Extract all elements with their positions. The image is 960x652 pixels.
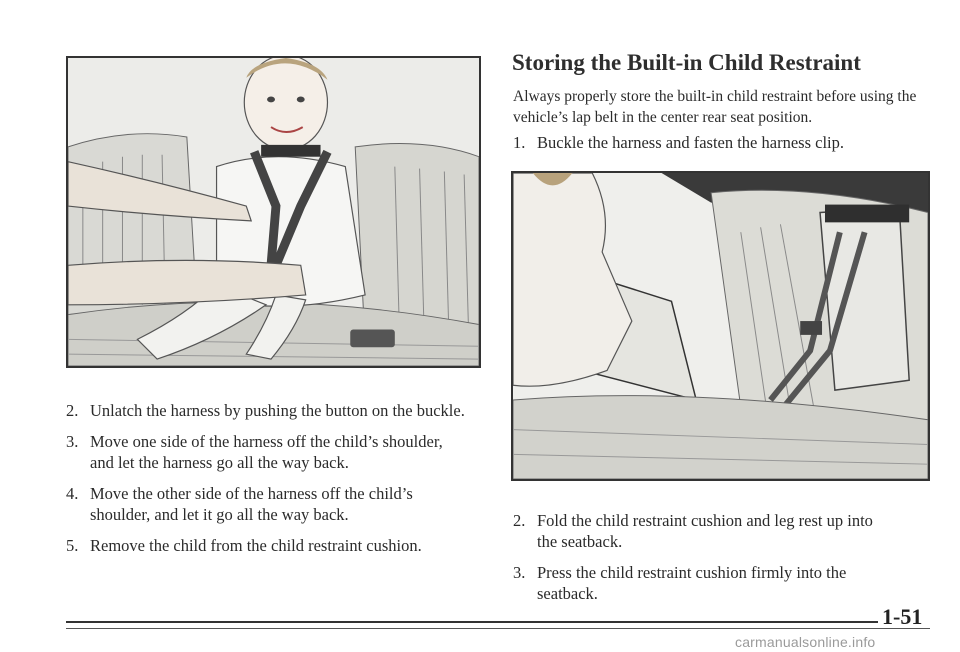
section-title: Storing the Built-in Child Restraint xyxy=(512,50,861,75)
steps-list-right-top xyxy=(513,132,933,163)
step-text: Move the other side of the harness off the child’s shoulder, and let it go all the way back. xyxy=(90,484,413,524)
step-item xyxy=(66,535,466,556)
step-number: 4. xyxy=(66,484,79,503)
step-text: Fold the child restraint cushion and leg rest up into the seatback. xyxy=(537,511,873,551)
step-number: 3. xyxy=(513,563,526,582)
step-text: Press the child restraint cushion firmly into the seatback. xyxy=(537,563,847,603)
step-number: 2. xyxy=(513,511,526,530)
step-item xyxy=(513,562,893,604)
steps-list-left xyxy=(66,400,466,566)
footer-rule-thin xyxy=(66,628,930,629)
step-text: Move one side of the harness off the child’s shoulder, and let the harness go all the way back. xyxy=(90,432,443,472)
storing-restraint-drawing xyxy=(513,173,928,479)
step-text: Buckle the harness and fasten the harness clip. xyxy=(537,133,844,152)
intro-paragraph: Always properly store the built-in child restraint before using the vehicle’s lap belt in the center rear seat position. xyxy=(513,88,917,126)
step-text: Unlatch the harness by pushing the button on the buckle. xyxy=(90,401,465,420)
footer-rule xyxy=(66,621,878,623)
step-item xyxy=(66,400,466,421)
step-item xyxy=(513,510,893,552)
step-item xyxy=(66,431,466,473)
steps-list-right-bottom xyxy=(513,510,893,614)
page-number: 1-51 xyxy=(882,604,923,629)
step-item xyxy=(513,132,933,153)
step-number: 1. xyxy=(513,133,526,152)
child-in-restraint-drawing xyxy=(68,58,479,366)
step-text: Remove the child from the child restraint cushion. xyxy=(90,536,422,555)
watermark-text: carmanualsonline.info xyxy=(735,634,876,650)
step-item xyxy=(66,483,466,525)
step-number: 5. xyxy=(66,536,79,555)
step-number: 2. xyxy=(66,401,79,420)
step-number: 3. xyxy=(66,432,79,451)
child-in-restraint-illustration xyxy=(66,56,481,368)
storing-restraint-illustration xyxy=(511,171,930,481)
